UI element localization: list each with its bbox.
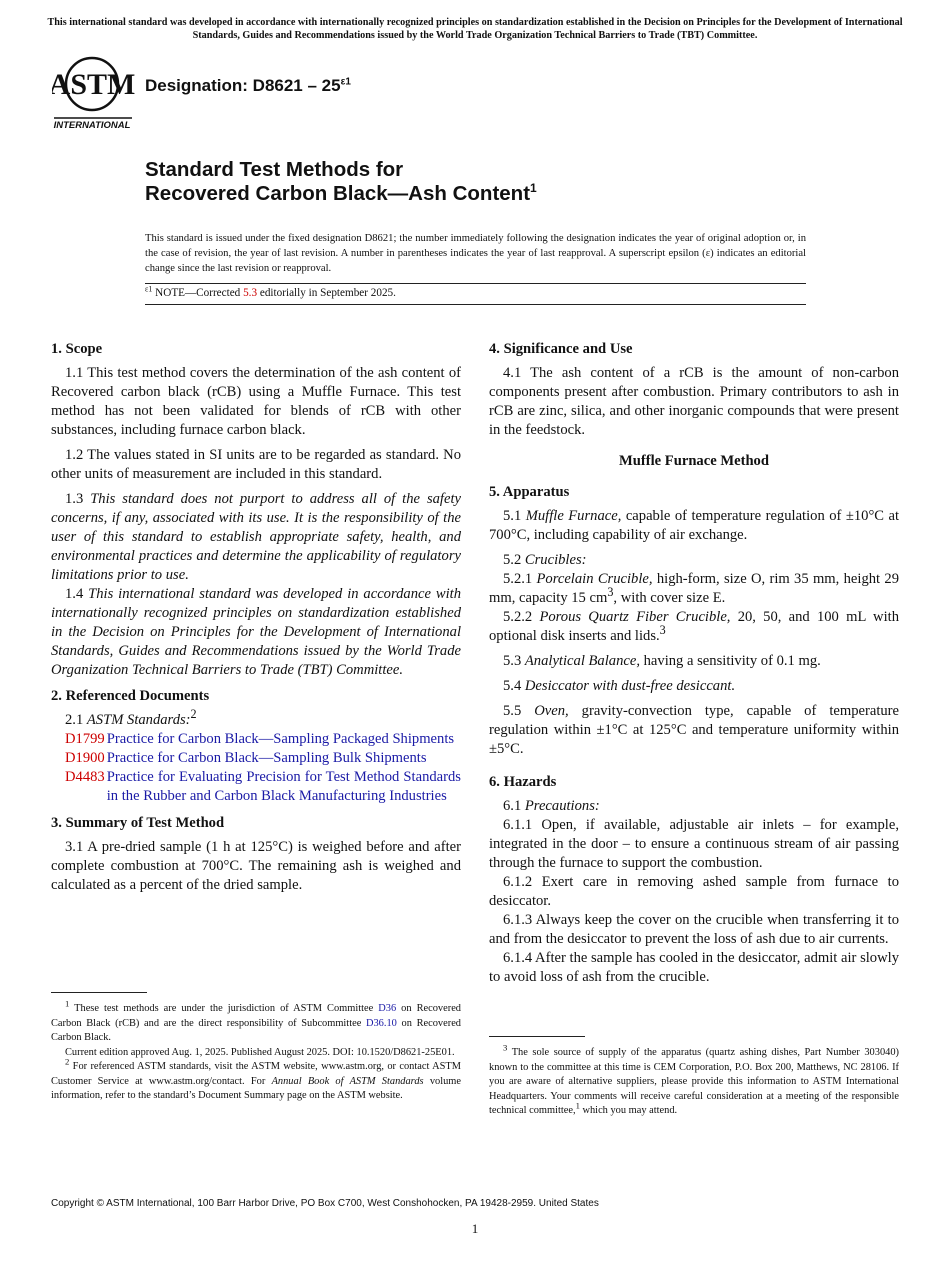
paragraph-4-1: 4.1 The ash content of a rCB is the amount of non-carbon components present after combustion. Primary contributors to ash in rCB are zinc, silica, and other inorganic compounds that were present in the feedstock. [489,365,899,438]
left-column [51,340,461,895]
paragraph-6-1-3: 6.1.3 Always keep the cover on the crucible when transferring it to and from the desiccator to prevent the loss of ash due to air currents. [489,912,899,947]
footnote-link[interactable]: D36 [378,1003,397,1014]
top-notice: This international standard was developed in accordance with internationally recognized principles on standardization established in the Decision on Principles for the Development of International Standards, Guides and Recommendations issued by the World Trade Organization Technical Barriers to Trade (TBT) Committee. [47,17,903,41]
logo-letters: ASTM [52,68,136,101]
footnote-rule [489,1036,585,1037]
astm-logo-graphic [52,54,136,134]
left-footnotes [51,998,462,1104]
footnote-1: $^1$ These test methods are under the jurisdiction of ASTM Committee D36 on Recovered Carbon Black (rCB) and are the direct responsibility of Subcommittee D36.10 on Recovered Carbon Black. [51,998,462,1043]
footnote-link[interactable]: D36.10 [365,1017,397,1029]
paragraph-1-3: 1.3 This standard does not purport to address all of the safety concerns, if any, associated with its use. It is the responsibility of the user of this standard to establish appropriate safety, health, and environmental practices and determine the applicability of regulatory limitations prior to use. [51,491,461,583]
title-line-2: Recovered Carbon Black—Ash Content$^1$ [145,181,537,205]
paragraph-6-1-2: 6.1.2 Exert care in removing ashed sample from furnace to desiccator. [489,874,899,909]
right-footnotes [489,1042,899,1119]
section-heading: 5. Apparatus [489,484,570,500]
reference-item[interactable]: D1799 Practice for Carbon Black—Sampling Packaged Shipments [65,731,455,747]
paragraph-1-4: 1.4 This international standard was developed in accordance with internationally recognized principles on standardization established in the Decision on Principles for the Development of International Standards, Guides and Recommendations issued by the World Trade Organization Technical Barriers to Trade (TBT) Committee. [51,586,462,678]
divider [145,304,806,305]
paragraph-5-1: 5.1 Muffle Furnace, capable of temperature regulation of ±10°C at 700°C, including capability of air exchange. [489,508,900,543]
logo-text: INTERNATIONAL [53,120,131,131]
copyright: Copyright © ASTM International, 100 Barr Harbor Drive, PO Box C700, West Conshohocken, PA 19428-2959. United States [51,1198,599,1209]
divider [145,283,806,284]
designation: Designation: $D8621 - 25^{\varepsilon 1}$ [145,76,351,95]
section-heading: 1. Scope [51,341,103,357]
reference-item[interactable]: D4483 Practice for Evaluating Precision for Test Method Standards in the Rubber and Carbon Black Manufacturing Industries [65,769,461,804]
issued-statement: This standard is issued under the fixed designation D8621; the number immediately following the designation indicates the year of original adoption or, in the case of revision, the year of last revision. A number in parentheses indicates the year of last reapproval. A superscript epsilon (ε) indicates an editorial change since the last revision or reapproval. [145,233,806,274]
reference-item[interactable]: D1900 Practice for Carbon Black—Sampling Bulk Shipments [65,750,427,766]
footnote-3: $^3$ The sole source of supply of the apparatus (quartz ashing dishes, Part Number 303040) known to the committee at this time is CEM Corporation, P.O. Box 200, Matthews, NC 28106. If you are aware of alternative suppliers, please provide this information to ASTM International Headquarters. Your comments will receive careful consideration at a meeting of the responsible technical committee,$^1$ which you may attend. [489,1042,899,1116]
paragraph-5-4: 5.4 Desiccator with dust-free desiccant. [503,678,736,694]
paragraph-3-1: 3.1 A pre-dried sample (1 h at 125°C) is weighed before and after complete combustion at 700°C. The remaining ash is weighed and calculated as a percent of the dried sample. [51,839,461,893]
paragraph-6-1: 6.1 Precautions: [503,798,600,814]
paragraph-1-2: 1.2 The values stated in SI units are to be regarded as standard. No other units of measurement are included in this standard. [51,447,461,482]
paragraph-5-5: 5.5 Oven, gravity-convection type, capable of temperature regulation within ±1°C at 125°C and temperature uniformity within ±5°C. [489,703,900,757]
astm-logo [52,54,136,134]
footnote-1-edition: Current edition approved Aug. 1, 2025. Published August 2025. DOI: 10.1520/D8621-25E01. [65,1046,455,1058]
paragraph-5-2: 5.2 Crucibles: [503,552,587,568]
section-heading: 6. Hazards [489,774,557,790]
editorial-note: $^{\varepsilon 1}$ NOTE—Corrected 5.3 editorially in September 2025. [145,284,396,299]
section-heading: 4. Significance and Use [489,341,633,357]
paragraph-2-1: 2.1 ASTM Standards:$^2$ [65,707,197,728]
section-heading: 2. Referenced Documents [51,688,210,704]
title-line-1: Standard Test Methods for [145,158,404,181]
paragraph-5-3: 5.3 Analytical Balance, having a sensitivity of 0.1 mg. [503,653,821,669]
footnote-2: $^2$ For referenced ASTM standards, visit the ASTM website, www.astm.org, or contact ASTM Customer Service at www.astm.org/contact. For Annual Book of ASTM Standards volume information, refer to the standard’s Document Summary page on the ASTM website. [51,1056,461,1101]
page-title [145,158,537,206]
paragraph-6-1-1: 6.1.1 Open, if available, adjustable air inlets – for example, integrated in the door – to ensure a continuous stream of air passing through the furnace to support the combustion. [489,817,899,871]
right-column [489,340,899,987]
paragraph-6-1-4: 6.1.4 After the sample has cooled in the desiccator, admit air slowly to avoid loss of ash from the crucible. [489,950,899,985]
paragraph-1-1: 1.1 This test method covers the determination of the ash content of Recovered carbon black (rCB) using a Muffle Furnace. This test method has not been validated for blends of rCB with other substances, including furnace carbon black. [51,365,461,438]
note-link[interactable]: 5.3 [243,287,258,299]
section-heading: 3. Summary of Test Method [51,815,225,831]
paragraph-5-2-2: 5.2.2 Porous Quartz Fiber Crucible, 20, 50, and 100 mL with optional disk inserts and lids.$^3$ [489,609,899,644]
paragraph-5-2-1: 5.2.1 Porcelain Crucible, high-form, size O, rim 35 mm, height 29 mm, capacity 15 $cm^3$, with cover size E. [489,571,900,606]
page-number: 1 [471,1221,479,1236]
footnote-rule [51,992,147,993]
method-heading: Muffle Furnace Method [619,453,769,469]
